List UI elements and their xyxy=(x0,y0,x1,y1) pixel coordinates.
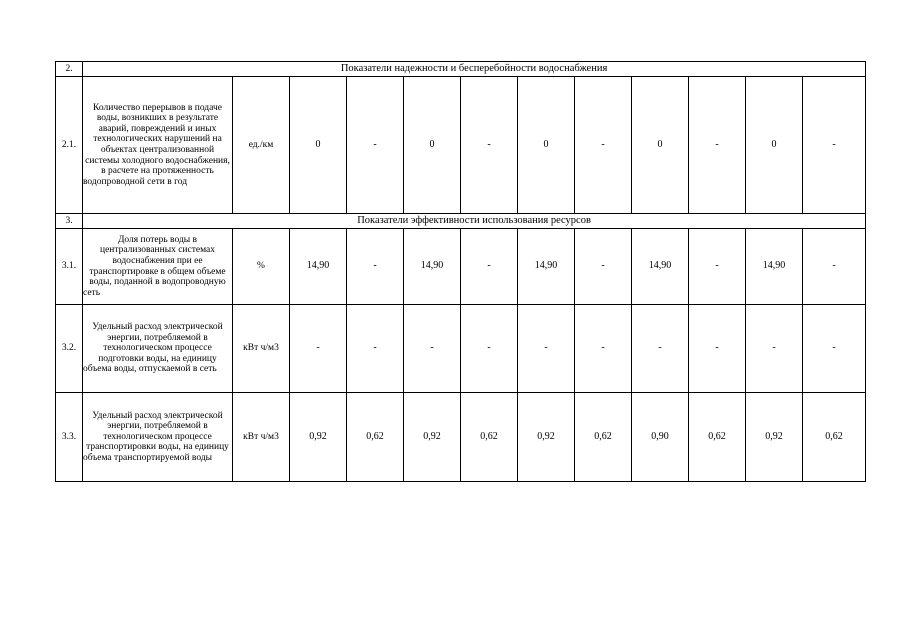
indicator-value: 0,62 xyxy=(461,393,518,482)
indicator-number: 2.1. xyxy=(56,77,83,214)
indicator-value: 0,92 xyxy=(290,393,347,482)
section-title: Показатели эффективности использования ресурсов xyxy=(83,214,866,229)
indicator-value: 0,92 xyxy=(746,393,803,482)
indicator-description: Удельный расход электрической энергии, потребляемой в технологическом процессе подготовки воды, на единицу объема воды, отпускаемой в сеть xyxy=(83,305,233,393)
section-number: 2. xyxy=(56,62,83,77)
indicator-value: 0 xyxy=(404,77,461,214)
indicator-value: - xyxy=(575,305,632,393)
section-header-row xyxy=(56,62,866,77)
indicator-value: 0,92 xyxy=(404,393,461,482)
indicator-number: 3.2. xyxy=(56,305,83,393)
indicator-description: Количество перерывов в подаче воды, возникших в результате аварий, повреждений и иных технологических нарушений на объектах централизованной системы холодного водоснабжения, в расчете на протяженность водопроводной сети в год xyxy=(83,77,233,214)
indicator-value: - xyxy=(461,305,518,393)
indicator-value: - xyxy=(689,229,746,305)
indicator-unit: % xyxy=(233,229,290,305)
indicator-unit: кВт ч/м3 xyxy=(233,393,290,482)
indicator-number: 3.3. xyxy=(56,393,83,482)
indicator-value: - xyxy=(632,305,689,393)
indicator-value: - xyxy=(689,77,746,214)
indicator-value: 14,90 xyxy=(518,229,575,305)
section-header-row xyxy=(56,214,866,229)
indicator-value: - xyxy=(347,229,404,305)
indicator-value: 0 xyxy=(290,77,347,214)
indicator-row xyxy=(56,77,866,214)
indicator-value: 14,90 xyxy=(290,229,347,305)
indicators-table xyxy=(55,61,866,482)
indicator-value: 0,62 xyxy=(575,393,632,482)
indicator-value: 14,90 xyxy=(632,229,689,305)
indicator-value: - xyxy=(803,77,866,214)
indicator-value: 0 xyxy=(632,77,689,214)
indicator-row xyxy=(56,393,866,482)
indicator-value: - xyxy=(290,305,347,393)
indicator-value: - xyxy=(803,305,866,393)
indicator-value: - xyxy=(689,305,746,393)
indicator-value: - xyxy=(575,229,632,305)
indicator-value: 0,62 xyxy=(347,393,404,482)
indicator-value: 0 xyxy=(746,77,803,214)
indicator-value: - xyxy=(803,229,866,305)
section-title: Показатели надежности и бесперебойности водоснабжения xyxy=(83,62,866,77)
indicator-value: - xyxy=(347,77,404,214)
indicator-value: - xyxy=(746,305,803,393)
indicator-unit: кВт ч/м3 xyxy=(233,305,290,393)
indicator-value: - xyxy=(347,305,404,393)
indicator-value: 14,90 xyxy=(404,229,461,305)
indicator-value: - xyxy=(461,229,518,305)
indicator-unit: ед./км xyxy=(233,77,290,214)
indicator-row xyxy=(56,229,866,305)
indicator-value: 0,92 xyxy=(518,393,575,482)
indicator-value: 0,62 xyxy=(689,393,746,482)
indicator-row xyxy=(56,305,866,393)
indicator-value: 0,90 xyxy=(632,393,689,482)
section-number: 3. xyxy=(56,214,83,229)
indicator-value: - xyxy=(575,77,632,214)
indicator-number: 3.1. xyxy=(56,229,83,305)
indicator-description: Доля потерь воды в централизованных системах водоснабжения при ее транспортировке в общем объеме воды, поданной в водопроводную сеть xyxy=(83,229,233,305)
indicator-value: 14,90 xyxy=(746,229,803,305)
indicator-value: 0 xyxy=(518,77,575,214)
indicator-value: - xyxy=(404,305,461,393)
table-body xyxy=(56,62,866,482)
indicator-value: - xyxy=(518,305,575,393)
indicator-description: Удельный расход электрической энергии, потребляемой в технологическом процессе транспортировки воды, на единицу объема транспортируемой воды xyxy=(83,393,233,482)
indicator-value: - xyxy=(461,77,518,214)
indicator-value: 0,62 xyxy=(803,393,866,482)
